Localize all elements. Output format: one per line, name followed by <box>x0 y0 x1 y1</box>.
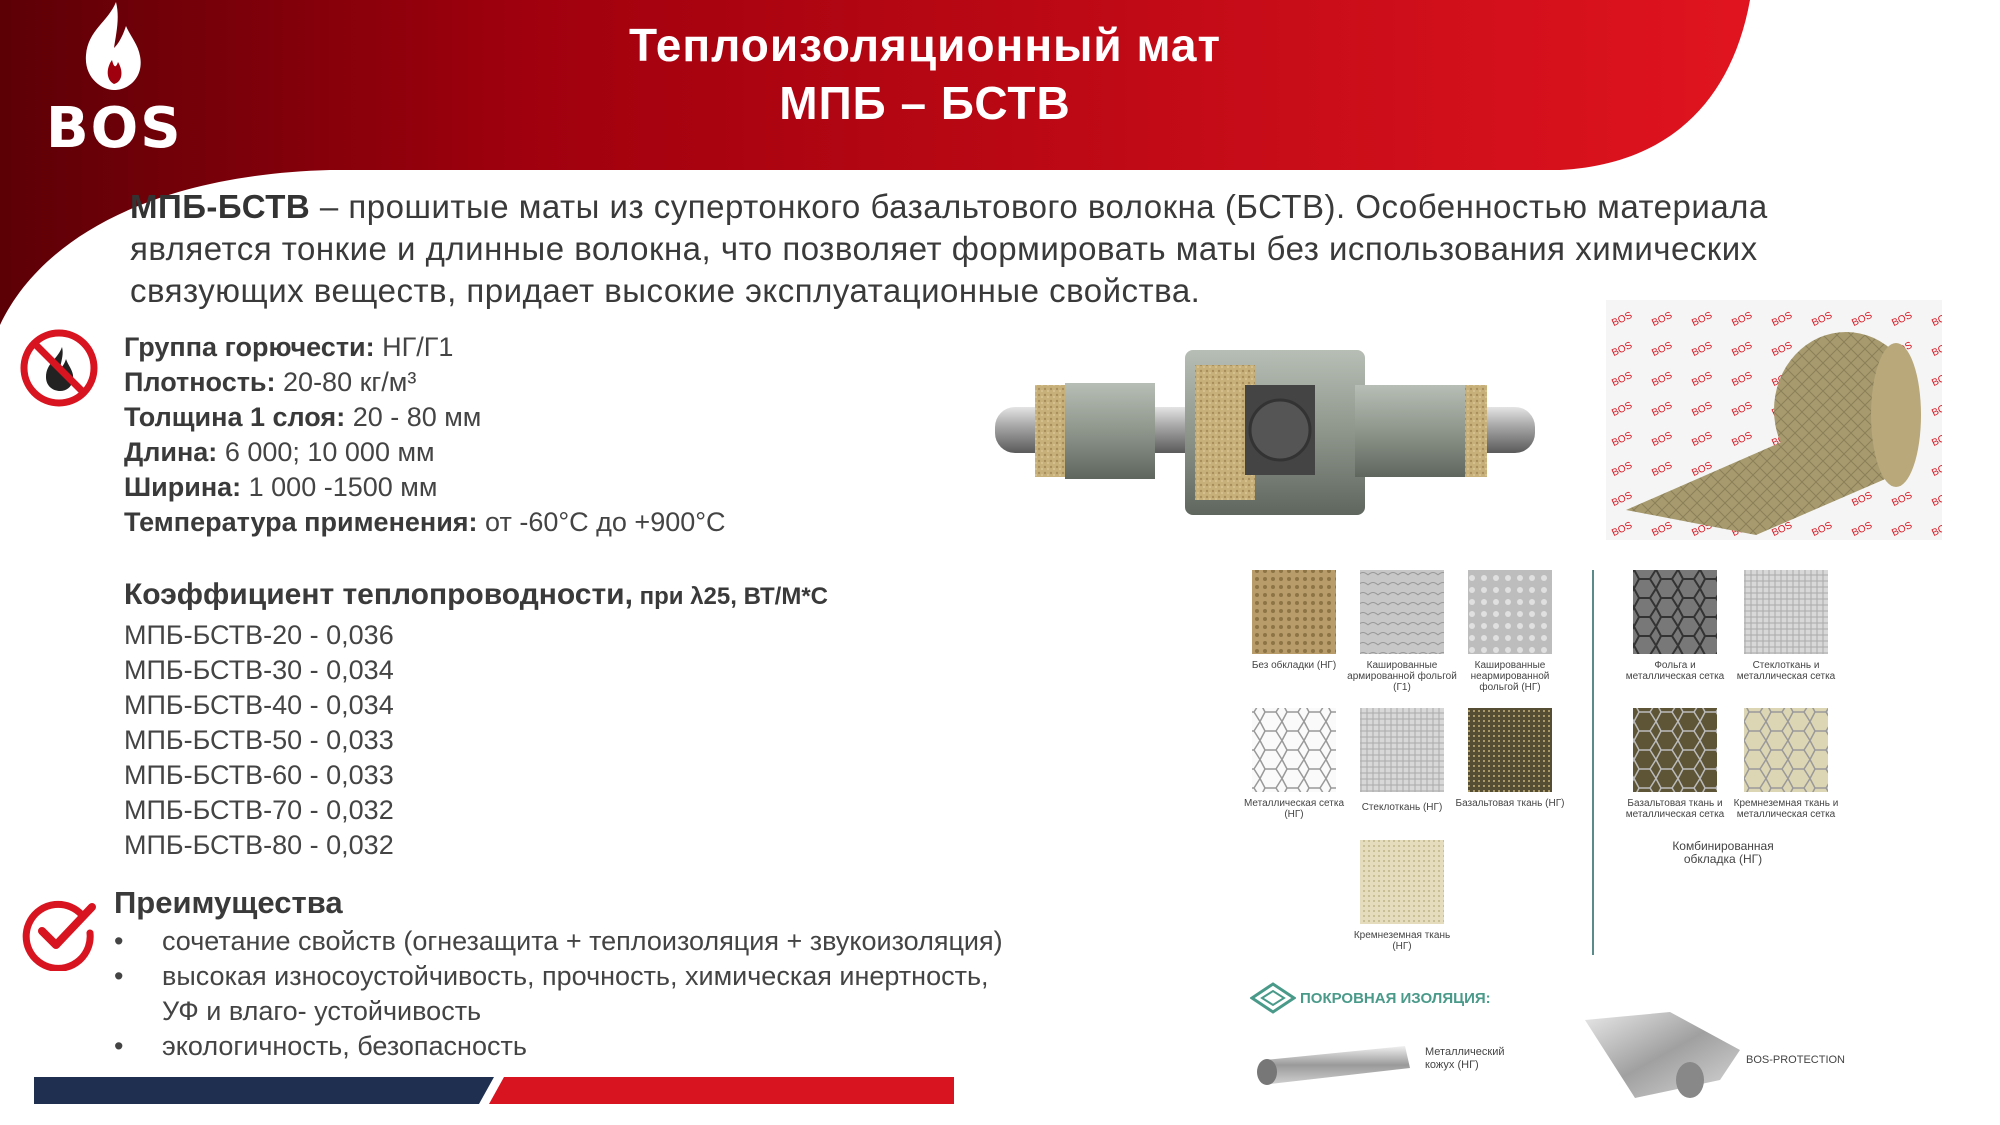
property-row <box>124 505 1004 540</box>
swatch-caption: Фольга и металлическая сетка <box>1625 660 1725 682</box>
advantage-item: • экологичность, безопасность <box>114 1029 1114 1064</box>
swatch-caption: Без обкладки (НГ) <box>1251 660 1337 671</box>
property-row <box>124 470 1004 505</box>
property-value: 6 000; 10 000 мм <box>217 437 435 467</box>
conductivity-item: МПБ-БСТВ-80 - 0,032 <box>124 830 394 860</box>
advantages-title: Преимущества <box>114 885 343 920</box>
swatch-caption: Базальтовая ткань и металлическая сетка <box>1625 798 1725 820</box>
swatch-caption: Базальтовая ткань (НГ) <box>1455 798 1565 809</box>
swatch-caption: Кашированные неармированной фольгой (НГ) <box>1470 660 1550 693</box>
property-row <box>124 435 1004 470</box>
swatch-caption: Стеклоткань (НГ) <box>1361 802 1443 813</box>
property-row <box>124 365 1004 400</box>
advantage-item: • высокая износоустойчивость, прочность, химическая инертность, <box>114 959 1114 994</box>
swatch-silica-mesh <box>1744 708 1828 792</box>
swatch-group-caption: Комбинированная обкладка (НГ) <box>1672 839 1774 866</box>
checkmark-icon <box>20 893 98 971</box>
conductivity-title-main: Коэффициент теплопроводности, <box>124 578 633 611</box>
property-label: Плотность: <box>124 367 276 397</box>
conductivity-list <box>124 618 394 863</box>
swatch-foil-mesh <box>1633 570 1717 654</box>
swatch-metal-mesh <box>1252 708 1336 792</box>
swatch-caption: Кремнеземная ткань и металлическая сетка <box>1733 798 1839 820</box>
swatch-caption: Металлическая сетка (НГ) <box>1243 798 1345 820</box>
swatch-no-facing <box>1252 570 1336 654</box>
swatch-fiberglass <box>1360 708 1444 792</box>
conductivity-item: МПБ-БСТВ-30 - 0,034 <box>124 655 394 685</box>
swatch-caption: Кремнеземная ткань (НГ) <box>1353 930 1451 952</box>
no-fire-icon <box>18 327 100 409</box>
property-value: НГ/Г1 <box>374 332 454 362</box>
swatch-basalt-mesh <box>1633 708 1717 792</box>
footer-bar <box>34 1077 954 1104</box>
property-value: от -60°С до +900°С <box>477 507 726 537</box>
property-value: 20-80 кг/м³ <box>275 367 417 397</box>
swatch-caption: Кашированные армированной фольгой (Г1) <box>1347 660 1457 693</box>
conductivity-item: МПБ-БСТВ-70 - 0,032 <box>124 795 394 825</box>
swatch-foil <box>1468 570 1552 654</box>
property-label: Ширина: <box>124 472 242 502</box>
swatch-fiberglass-mesh <box>1744 570 1828 654</box>
intro-term: МПБ-БСТВ <box>130 188 311 225</box>
property-label: Температура применения: <box>124 507 478 537</box>
property-row <box>124 400 1004 435</box>
swatch-silica-fabric <box>1360 840 1444 924</box>
insulated-pipe-illustration <box>995 345 1535 520</box>
cover-insulation-icon <box>1250 982 1296 1014</box>
bos-protection-image <box>1580 1010 1745 1105</box>
intro-paragraph <box>130 186 1980 312</box>
advantage-item: • сочетание свойств (огнезащита + теплоизоляция + звукоизоляция) <box>114 924 1114 959</box>
conductivity-item: МПБ-БСТВ-60 - 0,033 <box>124 760 394 790</box>
page-title-line-2: МПБ – БСТВ <box>779 77 1071 129</box>
bos-protection-caption: BOS-PROTECTION <box>1746 1054 1846 1066</box>
intro-line-2: является тонкие и длинные волокна, что позволяет формировать маты без использования химических <box>130 230 1758 267</box>
property-value: 1 000 -1500 мм <box>241 472 438 502</box>
facing-options-panel <box>1238 560 1838 960</box>
properties-list <box>124 330 1004 540</box>
property-label: Длина: <box>124 437 218 467</box>
conductivity-title-unit: при λ25, ВТ/М*С <box>632 583 828 610</box>
conductivity-item: МПБ-БСТВ-50 - 0,033 <box>124 725 394 755</box>
advantage-item-continuation: УФ и влаго- устойчивость <box>162 996 482 1026</box>
swatch-caption: Стеклоткань и металлическая сетка <box>1736 660 1836 682</box>
metal-casing-caption: Металлический кожух (НГ) <box>1425 1046 1505 1071</box>
mat-roll-photo <box>1606 300 1942 540</box>
metal-casing-image <box>1250 1040 1415 1088</box>
cover-insulation-title: ПОКРОВНАЯ ИЗОЛЯЦИЯ: <box>1300 990 1491 1007</box>
flame-logo-icon <box>78 0 148 92</box>
intro-line-3: связующих веществ, придает высокие эксплуатационные свойства. <box>130 272 1201 309</box>
swatch-reinforced-foil <box>1360 570 1444 654</box>
property-value: 20 - 80 мм <box>345 402 482 432</box>
advantages-list <box>114 924 1114 1064</box>
intro-line-1: – прошитые маты из супертонкого базальтового волокна (БСТВ). Особенностью материала <box>310 188 1768 225</box>
property-row <box>124 330 1004 365</box>
property-label: Толщина 1 слоя: <box>124 402 346 432</box>
conductivity-title <box>124 578 828 612</box>
conductivity-item: МПБ-БСТВ-40 - 0,034 <box>124 690 394 720</box>
swatch-basalt-fabric <box>1468 708 1552 792</box>
page-title-line-1: Теплоизоляционный мат <box>628 19 1221 71</box>
logo-text: BOS <box>46 96 183 161</box>
conductivity-item: МПБ-БСТВ-20 - 0,036 <box>124 620 394 650</box>
property-label: Группа горючести: <box>124 332 375 362</box>
